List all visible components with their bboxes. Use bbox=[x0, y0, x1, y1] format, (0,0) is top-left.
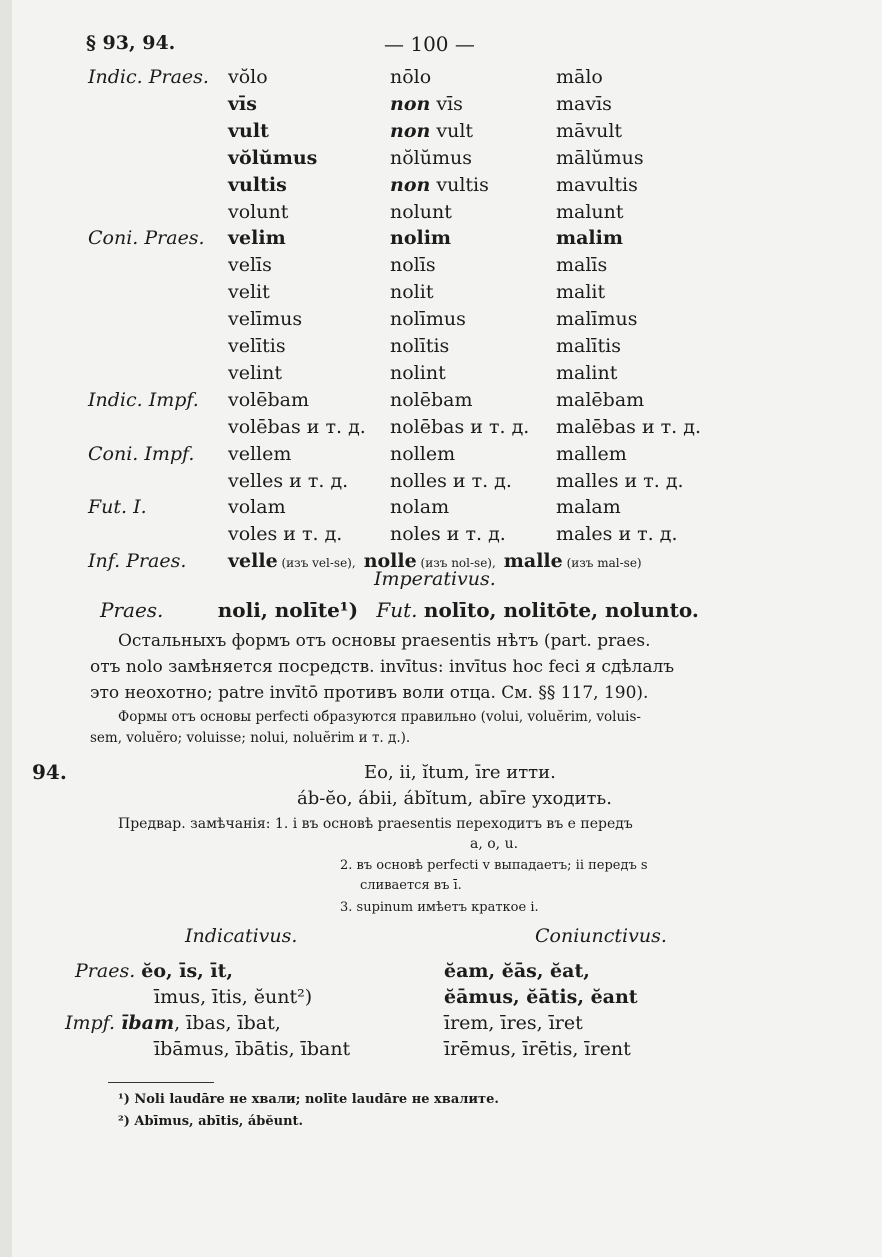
velle-form: velint bbox=[228, 362, 283, 384]
malle-form: malītis bbox=[556, 335, 621, 357]
verb-form: vīs bbox=[430, 93, 463, 115]
infinitive-malle: malle bbox=[503, 550, 563, 572]
malle-form: mavultis bbox=[556, 174, 638, 196]
remarks-line-1 bbox=[118, 816, 633, 832]
malle-form: mālo bbox=[556, 66, 603, 88]
paragraph-line-3: это неохотно; patre invītō противъ воли отца. См. §§ 117, 190). bbox=[90, 683, 649, 703]
nolle-form: nolītis bbox=[390, 335, 450, 357]
indicativus-title: Indicativus. bbox=[185, 925, 298, 947]
nolle-form: nōlo bbox=[390, 66, 432, 88]
velle-form: volēbas и т. д. bbox=[228, 416, 366, 438]
malle-form: malim bbox=[556, 227, 623, 249]
remark-2: 2. въ основѣ perfecti v выпадаетъ; ii передъ s bbox=[340, 858, 648, 873]
velle-form: volam bbox=[228, 496, 286, 518]
subjunctive-praes-forms-2: ĕāmus, ĕātis, ĕant bbox=[444, 986, 638, 1008]
footnote-rule bbox=[108, 1082, 214, 1083]
footnote-1: ¹) Noli laudāre не хвали; nolīte laudāre не хвалите. bbox=[118, 1092, 499, 1107]
remarks-label: Предвар. замѣчанія: bbox=[118, 816, 271, 832]
nolle-form bbox=[390, 120, 473, 142]
table-row-label: Fut. I. bbox=[88, 496, 147, 518]
table-row-label: Indic. Impf. bbox=[88, 389, 199, 411]
nolle-form: nolam bbox=[390, 496, 450, 518]
velle-form: velit bbox=[228, 281, 270, 303]
page-number: — 100 — bbox=[384, 32, 475, 56]
malle-form: māvult bbox=[556, 120, 623, 142]
indicative-praes-label: Praes. bbox=[75, 960, 136, 982]
indicative-praes-forms-2: īmus, ītis, ĕunt²) bbox=[154, 986, 313, 1008]
malle-form: malēbas и т. д. bbox=[556, 416, 701, 438]
indicative-impf-forms-2: ībāmus, ībātis, ībant bbox=[154, 1038, 351, 1060]
infinitive-velle: velle bbox=[228, 550, 278, 572]
nolle-form: nolunt bbox=[390, 201, 452, 223]
paragraph-line-2: отъ nolo замѣняется посредств. invītus: invītus hoc feci я сдѣлалъ bbox=[90, 657, 675, 677]
indicative-praes-forms-1: ĕo, īs, īt, bbox=[141, 960, 234, 982]
malle-form: malit bbox=[556, 281, 606, 303]
velle-form: velītis bbox=[228, 335, 286, 357]
velle-form: velīmus bbox=[228, 308, 303, 330]
indicative-impf-form-1: ībam bbox=[121, 1012, 175, 1034]
malle-form: malīmus bbox=[556, 308, 638, 330]
table-row-label: Coni. Praes. bbox=[88, 227, 205, 249]
subjunctive-impf-forms-2: īrēmus, īrētis, īrent bbox=[444, 1038, 631, 1060]
velle-form: vīs bbox=[228, 93, 257, 115]
nolle-form: nolēbas и т. д. bbox=[390, 416, 530, 438]
malle-form: malam bbox=[556, 496, 621, 518]
section-reference: § 93, 94. bbox=[86, 32, 176, 54]
velle-form: voles и т. д. bbox=[228, 523, 343, 545]
paragraph-small-2: sem, voluĕro; voluisse; nolui, noluĕrim и т. д.). bbox=[90, 730, 411, 746]
imperativus-line bbox=[100, 598, 699, 622]
page-edge-shadow bbox=[0, 0, 12, 1257]
remark-2-continued: сливается въ ī. bbox=[360, 878, 462, 893]
remark-1-continued: a, o, u. bbox=[470, 836, 519, 852]
indicative-impf-forms-1: , ības, ībat, bbox=[174, 1012, 281, 1034]
nolle-form: nolint bbox=[390, 362, 446, 384]
footnote-2: ²) Abīmus, abītis, ábĕunt. bbox=[118, 1114, 304, 1129]
indicative-praes-row-1 bbox=[75, 960, 233, 982]
nolle-form: nolīmus bbox=[390, 308, 466, 330]
nolle-form: nŏlŭmus bbox=[390, 147, 472, 169]
velle-form: volunt bbox=[228, 201, 289, 223]
table-row-label: Coni. Impf. bbox=[88, 443, 195, 465]
nolle-form: nolim bbox=[390, 227, 452, 249]
non-particle: non bbox=[390, 93, 431, 115]
imperativus-fut-label: Fut. bbox=[376, 598, 418, 622]
velle-form: vult bbox=[228, 120, 269, 142]
nolle-form bbox=[390, 93, 463, 115]
velle-form: velles и т. д. bbox=[228, 470, 349, 492]
malle-form: mālŭmus bbox=[556, 147, 644, 169]
infinitive-nolle: nolle bbox=[363, 550, 417, 572]
imperativus-praes-forms: noli, nolīte¹) bbox=[217, 598, 359, 622]
nolle-form bbox=[390, 174, 489, 196]
velle-form: vŏlo bbox=[228, 66, 268, 88]
indicative-impf-label: Impf. bbox=[65, 1012, 116, 1034]
velle-form: velim bbox=[228, 227, 286, 249]
non-particle: non bbox=[390, 120, 431, 142]
imperativus-fut-forms: nolīto, nolitōte, nolunto. bbox=[423, 598, 699, 622]
coniunctivus-title: Coniunctivus. bbox=[535, 925, 667, 947]
imperativus-praes-label: Praes. bbox=[100, 598, 164, 622]
nolle-form: nolit bbox=[390, 281, 434, 303]
nolle-form: nolēbam bbox=[390, 389, 473, 411]
malle-form: malles и т. д. bbox=[556, 470, 684, 492]
non-particle: non bbox=[390, 174, 431, 196]
malle-form: malunt bbox=[556, 201, 624, 223]
malle-form: malīs bbox=[556, 254, 608, 276]
infinitive-label: Inf. Praes. bbox=[88, 550, 187, 572]
paragraph-small-1: Формы отъ основы perfecti образуются правильно (volui, voluĕrim, voluis- bbox=[118, 709, 641, 725]
nolle-form: nollem bbox=[390, 443, 456, 465]
velle-form: vŏlŭmus bbox=[228, 147, 318, 169]
nolle-form: nolīs bbox=[390, 254, 436, 276]
malle-form: males и т. д. bbox=[556, 523, 678, 545]
infinitive-nolle-note: (изъ nol-se), bbox=[416, 556, 496, 570]
malle-form: malēbam bbox=[556, 389, 645, 411]
nolle-form: nolles и т. д. bbox=[390, 470, 512, 492]
section94-headword-1: Eo, ii, ĭtum, īre итти. bbox=[364, 762, 556, 783]
imperativus-title: Imperativus. bbox=[374, 568, 496, 590]
subjunctive-impf-forms-1: īrem, īres, īret bbox=[444, 1012, 583, 1034]
section-number: 94. bbox=[32, 760, 67, 784]
velle-form: vultis bbox=[228, 174, 287, 196]
velle-form: volēbam bbox=[228, 389, 310, 411]
malle-form: mavīs bbox=[556, 93, 612, 115]
remark-1: 1. i въ основѣ praesentis переходитъ въ e передъ bbox=[274, 816, 633, 832]
infinitive-row bbox=[88, 550, 642, 572]
nolle-form: noles и т. д. bbox=[390, 523, 506, 545]
infinitive-velle-note: (изъ vel-se), bbox=[277, 556, 356, 570]
subjunctive-praes-forms-1: ĕam, ĕās, ĕat, bbox=[444, 960, 590, 982]
table-row-label: Indic. Praes. bbox=[88, 66, 209, 88]
malle-form: mallem bbox=[556, 443, 627, 465]
verb-form: vultis bbox=[430, 174, 489, 196]
velle-form: vellem bbox=[228, 443, 292, 465]
paragraph-line-1: Остальныхъ формъ отъ основы praesentis нѣтъ (part. praes. bbox=[118, 631, 651, 651]
infinitive-malle-note: (изъ mal-se) bbox=[562, 556, 642, 570]
verb-form: vult bbox=[430, 120, 474, 142]
remark-3: 3. supinum имѣетъ краткое i. bbox=[340, 900, 539, 915]
malle-form: malint bbox=[556, 362, 618, 384]
section94-headword-2: áb-ĕo, ábii, ábĭtum, abīre уходить. bbox=[297, 788, 612, 809]
velle-form: velīs bbox=[228, 254, 272, 276]
indicative-impf-row-1 bbox=[65, 1012, 281, 1034]
